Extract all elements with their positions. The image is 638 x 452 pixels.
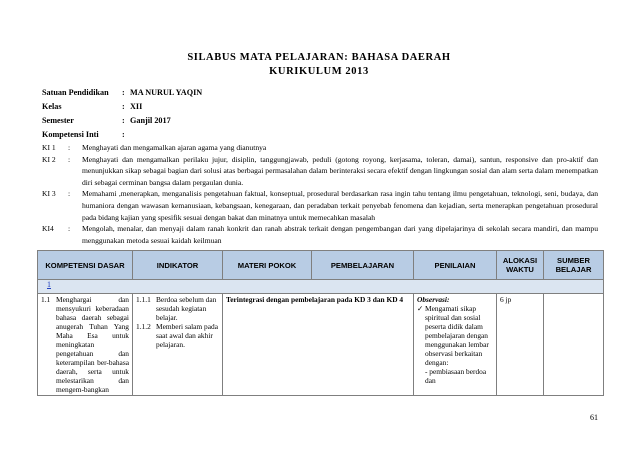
- page-number: 61: [590, 413, 598, 422]
- ki-item: KI4 : Mengolah, menalar, dan menyaji dalam ranah konkrit dan ranah abstrak terkait dengan pengembangan dari yang dipelajarinya di sekolah secara mandiri, dan mampu menggunakan metoda sesuai kaidah keilmuan: [42, 224, 598, 245]
- header-indikator: INDIKATOR: [133, 251, 223, 280]
- identity-block: [42, 86, 202, 142]
- table-row: [38, 294, 604, 396]
- check-icon: ✓: [417, 304, 424, 313]
- ki-item: KI 1 : Menghayati dan mengamalkan ajaran agama yang dianutnya: [42, 143, 267, 152]
- syllabus-table: [37, 250, 604, 396]
- sumber-cell: [544, 294, 604, 396]
- ki-item: KI 2 : Menghayati dan mengamalkan perilaku jujur, disiplin, tanggungjawab, peduli (gotong royong, kerjasama, toleran, damai), santun, responsive dan pro-aktif dan menunjukkan sikap sebagai bagian dari solusi atas berbagai permasalahan dalam berinteraksi secara efektif dengan lingkungan sosial dan alam serta dalam menempatkan diri sebagai cerminan bangsa dalam pergaulan dunia.: [42, 154, 598, 187]
- table-header-row: [38, 251, 604, 280]
- penilaian-cell: Observasi: ✓ Mengamati sikap spiritual dan sosial peserta didik dalam pembelajaran dengan menggunakan lembar observasi berkaitan dengan: - pembiasaan berdoa dan: [414, 294, 497, 396]
- header-sumber-belajar: SUMBER BELAJAR: [544, 251, 604, 280]
- alokasi-cell: 6 jp: [497, 294, 544, 396]
- meta-row: Semester : Ganjil 2017: [42, 116, 171, 125]
- section-row: [38, 280, 604, 294]
- header-kompetensi-dasar: KOMPETENSI DASAR: [38, 251, 133, 280]
- header-alokasi-waktu: ALOKASI WAKTU: [497, 251, 544, 280]
- header-pembelajaran: PEMBELAJARAN: [312, 251, 414, 280]
- section-link[interactable]: 1: [47, 280, 51, 289]
- materi-cell: Terintegrasi dengan pembelajaran pada KD 3 dan KD 4: [223, 294, 414, 396]
- header-materi-pokok: MATERI POKOK: [223, 251, 312, 280]
- page-subtitle: KURIKULUM 2013: [269, 66, 369, 77]
- section-cell: [38, 280, 604, 294]
- meta-row: Kelas : XII: [42, 102, 143, 111]
- meta-row: Kompetensi Inti :: [42, 130, 125, 139]
- header-penilaian: PENILAIAN: [414, 251, 497, 280]
- page-title: SILABUS MATA PELAJARAN: BAHASA DAERAH: [187, 52, 451, 63]
- ki-item: KI 3 : Memahami ,menerapkan, menganalisis pengetahuan faktual, konseptual, prosedural berdasarkan rasa ingin tahu tentang ilmu pengetahuan, teknologi, seni, budaya, dan humaniora dengan wawasan kemanusiaan, kebangsaan, kenegaraan, dan peradaban terkait penyebab fenomena dan kejadian, serta menerapkan pengetahuan prosedural pada bidang kajian yang spesifik sesuai dengan bakat dan minatnya untuk memecahkan masalah: [42, 189, 598, 222]
- kompetensi-inti-list: [42, 142, 598, 246]
- kd-cell: 1.1 Menghargai dan mensyukuri keberadaan bahasa daerah sebagai anugerah Tuhan Yang Maha Esa untuk meningkatan pengetahuan dan keterampilan ber-bahasa daerah, serta untuk melestarikan dan mengem-bangkan: [38, 294, 133, 396]
- meta-row: Satuan Pendidikan : MA NURUL YAQIN: [42, 88, 203, 97]
- indikator-cell: 1.1.1 Berdoa sebelum dan sesudah kegiatan belajar. 1.1.2 Memberi salam pada saat awal dan akhir pelajaran.: [133, 294, 223, 396]
